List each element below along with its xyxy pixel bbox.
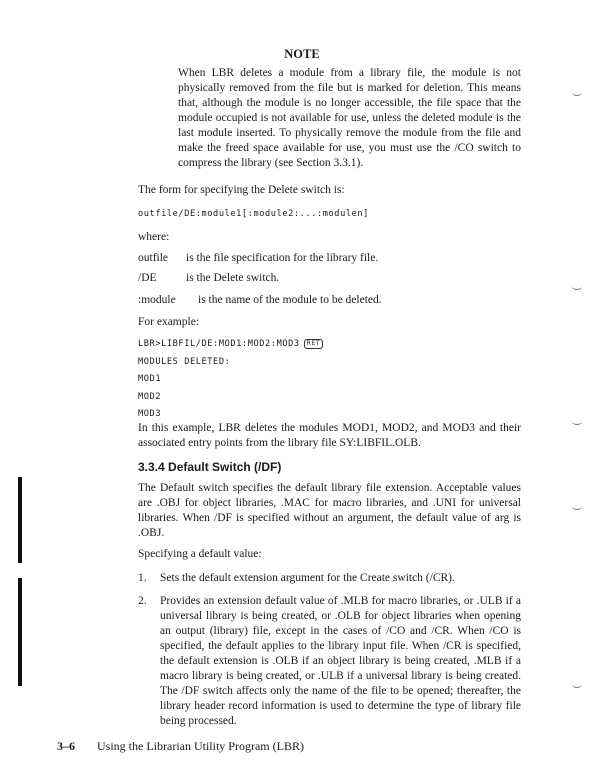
section-para2: Specifying a default value: [138,548,262,560]
example-intro: For example: [138,316,199,328]
section-para1-text: The Default switch specifies the default library file extension. Acceptable values are .OBJ for object libraries, .MAC for macro libraries, and .UNI for universal libraries. When /DF is specified without an argument, the default value of arg is .OBJ. [138,482,521,539]
margin-mark [572,89,582,96]
margin-mark [572,681,582,688]
note-title: NOTE [284,47,320,61]
note-body [178,66,521,171]
example-command-text: LBR>LIBFIL/DE:MOD1:MOD2:MOD3 [138,339,300,349]
page-number: 3–6 [57,739,75,753]
section-para1 [138,481,521,541]
page-footer [57,739,304,754]
example-explanation [138,421,521,451]
example-explanation-text: In this example, LBR deletes the modules MOD1, MOD2, and MOD3 and their associated entry points from the library file SY:LIBFIL.OLB. [138,422,521,449]
definition-module [138,293,521,308]
syntax-line: outfile/DE:module1[:module2:...:modulen] [138,209,369,219]
change-bar [18,578,22,686]
definition-desc: is the Delete switch. [186,272,280,284]
definition-desc: is the name of the module to be deleted. [198,294,382,306]
return-key-icon: RET [304,339,323,349]
list-number: 2. [138,595,147,607]
list-item-text: Provides an extension default value of .MLB for macro libraries, or .ULB if a universal library is being created, or .OLB for object libraries when opening an output (library) file, except in the cases of /CO and /CR. When /CO is specified, the default applies to the library input file. When /CR is specified, the default extension is .OLB if an object library is being created, .MLB if a macro library is being created, or .ULB if a universal library is being created. The /DF switch affects only the name of the file to be opened; thereafter, the library header record information is used to determine the type of library file being processed. [160,595,521,727]
where-label: where: [138,231,170,243]
definition-outfile [138,251,521,266]
list-number: 1. [138,572,147,584]
example-output-line: MODULES DELETED: [138,357,231,367]
definition-term: :module [138,294,176,306]
example-command [138,338,323,350]
definition-desc: is the file specification for the library file. [186,252,379,264]
definition-term: outfile [138,252,169,264]
example-output-line: MOD3 [138,409,162,419]
example-output-line: MOD2 [138,392,162,402]
form-intro: The form for specifying the Delete switch is: [138,184,345,196]
section-heading: 3.3.4 Default Switch (/DF) [138,460,282,474]
definition-de [138,271,521,286]
footer-title: Using the Librarian Utility Program (LBR) [97,739,304,753]
margin-mark [572,503,582,510]
note-text: When LBR deletes a module from a library file, the module is not physically removed from the file but is marked for deletion. This means that, although the module is no longer accessible, the file space that the module occupied is not available for use, unless the deleted module is the last module inserted. To physically remove the module from the file and make the freed space available for use, you must use the /CO switch to compress the library (see Section 3.3.1). [178,67,521,169]
definition-term: /DE [138,272,157,284]
margin-mark [572,418,582,425]
change-bar [18,477,22,563]
example-output-line: MOD1 [138,374,162,384]
list-item-text: Sets the default extension argument for the Create switch (/CR). [160,572,455,584]
margin-mark [572,283,582,290]
